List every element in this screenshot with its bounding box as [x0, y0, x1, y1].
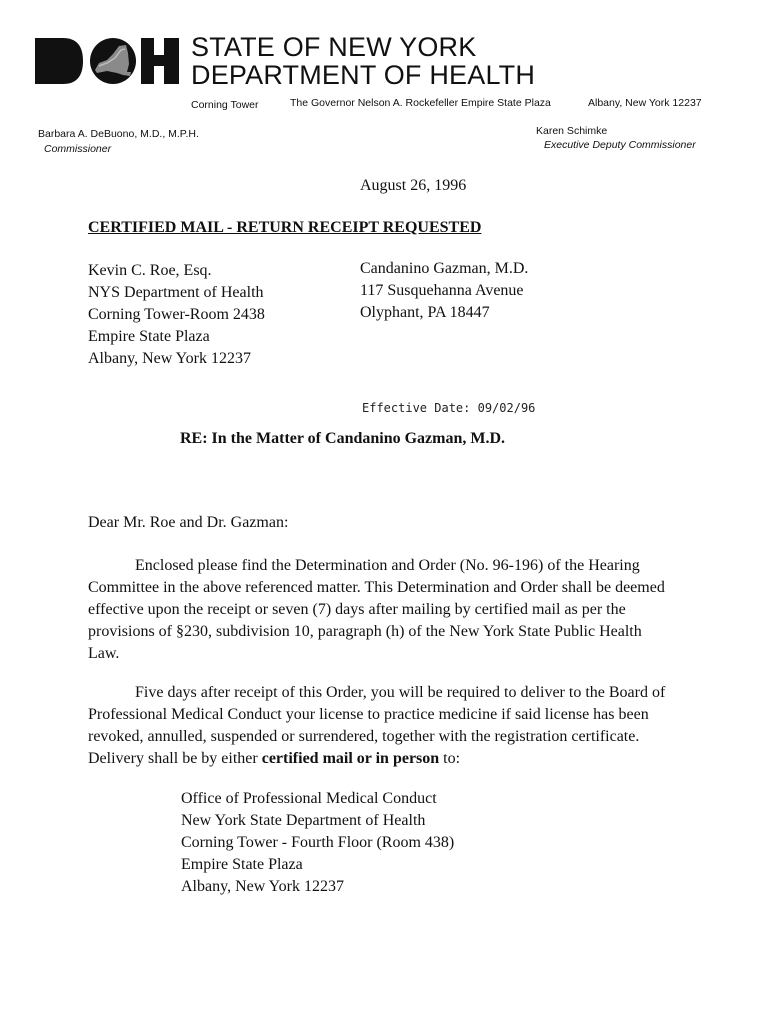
commissioner-title: Commissioner — [44, 143, 112, 155]
salutation: Dear Mr. Roe and Dr. Gazman: — [88, 514, 289, 531]
letterhead-state: STATE OF NEW YORK — [191, 32, 477, 62]
address-line: Albany, New York 12237 — [88, 350, 251, 367]
address-line: Empire State Plaza — [181, 856, 303, 873]
address-line: Office of Professional Medical Conduct — [181, 790, 437, 807]
paragraph-text: Five days after receipt of this Order, you will be required to deliver to the Board of Professional Medical Conduct your license to practice medicine if said license has been revoked, annulled, suspended or surrendered, together with the registration certificate. Delivery shall be by either — [88, 684, 666, 767]
deputy-name: Karen Schimke — [536, 125, 608, 137]
body-paragraph-1: Enclosed please find the Determination and Order (No. 96-196) of the Hearing Committee in the above referenced matter. This Determination and Order shall be deemed effective upon the receipt or seven (7) days after mailing by certified mail as per the provisions of §230, subdivision 10, paragraph (h) of the New York State Public Health Law. — [88, 557, 665, 662]
address-line: Empire State Plaza — [88, 328, 210, 345]
address-line: Albany, New York 12237 — [181, 878, 344, 895]
delivery-address — [181, 788, 454, 898]
ny-state-map-icon — [90, 38, 136, 84]
address-line: Corning Tower - Fourth Floor (Room 438) — [181, 834, 455, 851]
delivery-method: certified mail or in person — [261, 750, 440, 767]
address-line: New York State Department of Health — [181, 812, 426, 829]
commissioner-name: Barbara A. DeBuono, M.D., M.P.H. — [38, 128, 199, 140]
mail-notice: CERTIFIED MAIL - RETURN RECEIPT REQUESTED — [88, 219, 482, 236]
paragraph-text: to: — [439, 750, 461, 767]
logo-letter-h — [141, 38, 179, 84]
logo-letter-d — [35, 38, 83, 84]
address-building: Corning Tower — [191, 99, 259, 111]
address-plaza: The Governor Nelson A. Rockefeller Empire State Plaza — [290, 97, 551, 109]
address-line: 117 Susquehanna Avenue — [360, 282, 524, 299]
subject-line: RE: In the Matter of Candanino Gazman, M.D. — [180, 430, 506, 447]
address-line: Corning Tower-Room 2438 — [88, 306, 265, 323]
doh-logo — [33, 36, 181, 86]
recipient-right-address — [360, 258, 528, 324]
address-line: NYS Department of Health — [88, 284, 264, 301]
letter-date: August 26, 1996 — [360, 177, 467, 194]
deputy-title: Executive Deputy Commissioner — [544, 139, 696, 151]
recipient-left-address — [88, 260, 265, 370]
body-paragraph-2 — [88, 682, 668, 770]
letterhead-department: DEPARTMENT OF HEALTH — [191, 60, 536, 90]
address-line: Olyphant, PA 18447 — [360, 304, 490, 321]
address-line: Candanino Gazman, M.D. — [360, 260, 529, 277]
effective-date-stamp: Effective Date: 09/02/96 — [362, 401, 536, 415]
address-city: Albany, New York 12237 — [588, 97, 702, 109]
address-line: Kevin C. Roe, Esq. — [88, 262, 212, 279]
